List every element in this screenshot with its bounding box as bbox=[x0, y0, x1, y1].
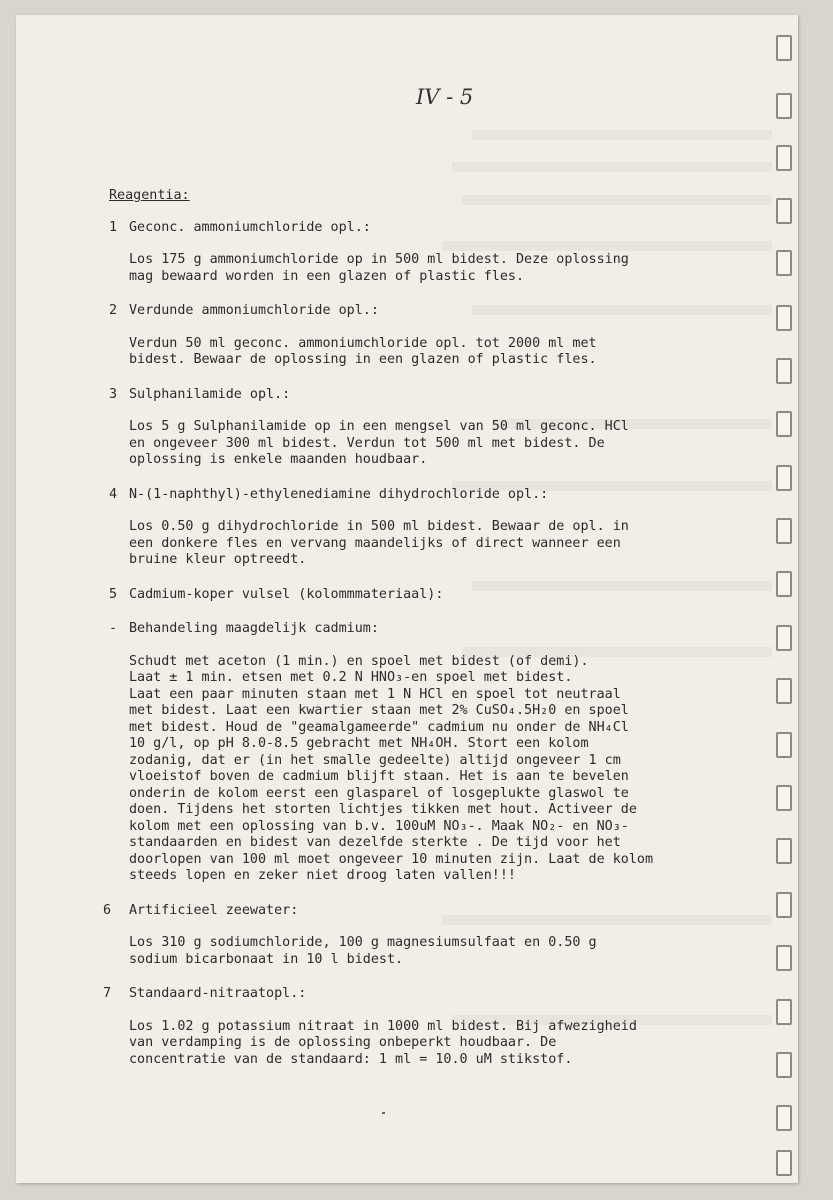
item-1-body: Los 175 g ammoniumchloride op in 500 ml bidest. Deze oplossing mag bewaard worden in een glazen of plastic fles. bbox=[129, 252, 629, 284]
item-5-title: 5 Cadmium-koper vulsel (kolommmateriaal): bbox=[109, 586, 444, 602]
binder-ring bbox=[776, 1105, 792, 1131]
item-5a-title: - Behandeling maagdelijk cadmium: bbox=[109, 621, 379, 636]
binder-ring bbox=[776, 35, 792, 61]
item-3-title: 3 Sulphanilamide opl.: bbox=[109, 386, 291, 402]
item-4-body: Los 0.50 g dihydrochloride in 500 ml bidest. Bewaar de opl. in een donkere fles en vervang maandelijks of direct wanneer een bruine kleur optreedt. bbox=[129, 519, 629, 567]
item-2-body: Verdun 50 ml geconc. ammoniumchloride opl. tot 2000 ml met bidest. Bewaar de oplossing in een glazen of plastic fles. bbox=[129, 335, 597, 367]
item-6-title: 6 Artificieel zeewater: bbox=[103, 902, 299, 918]
item-1-title: 1 Geconc. ammoniumchloride opl.: bbox=[109, 219, 371, 235]
item-7-title: 7 Standaard-nitraatopl.: bbox=[103, 986, 307, 1001]
item-7-body: Los 1.02 g potassium nitraat in 1000 ml bidest. Bij afwezigheid van verdamping is de oplossing onbeperkt houdbaar. De concentratie van de standaard: 1 ml = 10.0 uM stikstof. bbox=[129, 1018, 637, 1067]
item-4-title: 4 N-(1-naphthyl)-ethylenediamine dihydrochloride opl.: bbox=[109, 486, 549, 502]
document-body bbox=[103, 188, 789, 1086]
item-6-body: Los 310 g sodiumchloride, 100 g magnesiumsulfaat en 0.50 g sodium bicarbonaat in 10 l bidest. bbox=[129, 935, 597, 967]
item-5a-body: Schudt met aceton (1 min.) en spoel met bidest (of demi). Laat ± 1 min. etsen met 0.2 N HNO₃-en spoel met bidest. Laat een paar minuten staan met 1 N HCl en spoel tot neutraal met bidest. Laat een kwartier staan met 2% CuSO₄.5H₂0 en spoel met bidest. Houd de "geamalgameerde" cadmium nu onder de NH₄Cl 10 g/l, op pH 8.0-8.5 gebracht met NH₄OH. Stort een kolom zodanig, dat er (in het smalle gedeelte) altijd ongeveer 1 cm vloeistof boven de cadmium blijft staan. Het is aan te bevelen onderin de kolom eerst een glasparel of losgeplukte glaswol te doen. Tijdens het storten lichtjes tikken met hout. Activeer de kolom met een oplossing van b.v. 100uM NO₃-. Maak NO₂- en NO₃- standaarden en bidest van dezelfde sterkte . De tijd voor het doorlopen van 100 ml moet ongeveer 10 minuten zijn. Laat de kolom steeds lopen en zeker niet droog laten vallen!!! bbox=[129, 653, 654, 883]
page-number: IV - 5 bbox=[416, 85, 474, 109]
item-3-body: Los 5 g Sulphanilamide op in een mengsel van 50 ml geconc. HCl en ongeveer 300 ml bidest. Verdun tot 500 ml met bidest. De oplossing is enkele maanden houdbaar. bbox=[129, 419, 629, 467]
item-2-title: 2 Verdunde ammoniumchloride opl.: bbox=[109, 303, 379, 318]
document-page bbox=[16, 15, 798, 1183]
binder-ring bbox=[776, 1150, 792, 1176]
binder-ring bbox=[776, 145, 792, 171]
binder-ring bbox=[776, 93, 792, 119]
ink-speck bbox=[382, 1112, 385, 1114]
section-heading: Reagentia: bbox=[109, 188, 190, 203]
